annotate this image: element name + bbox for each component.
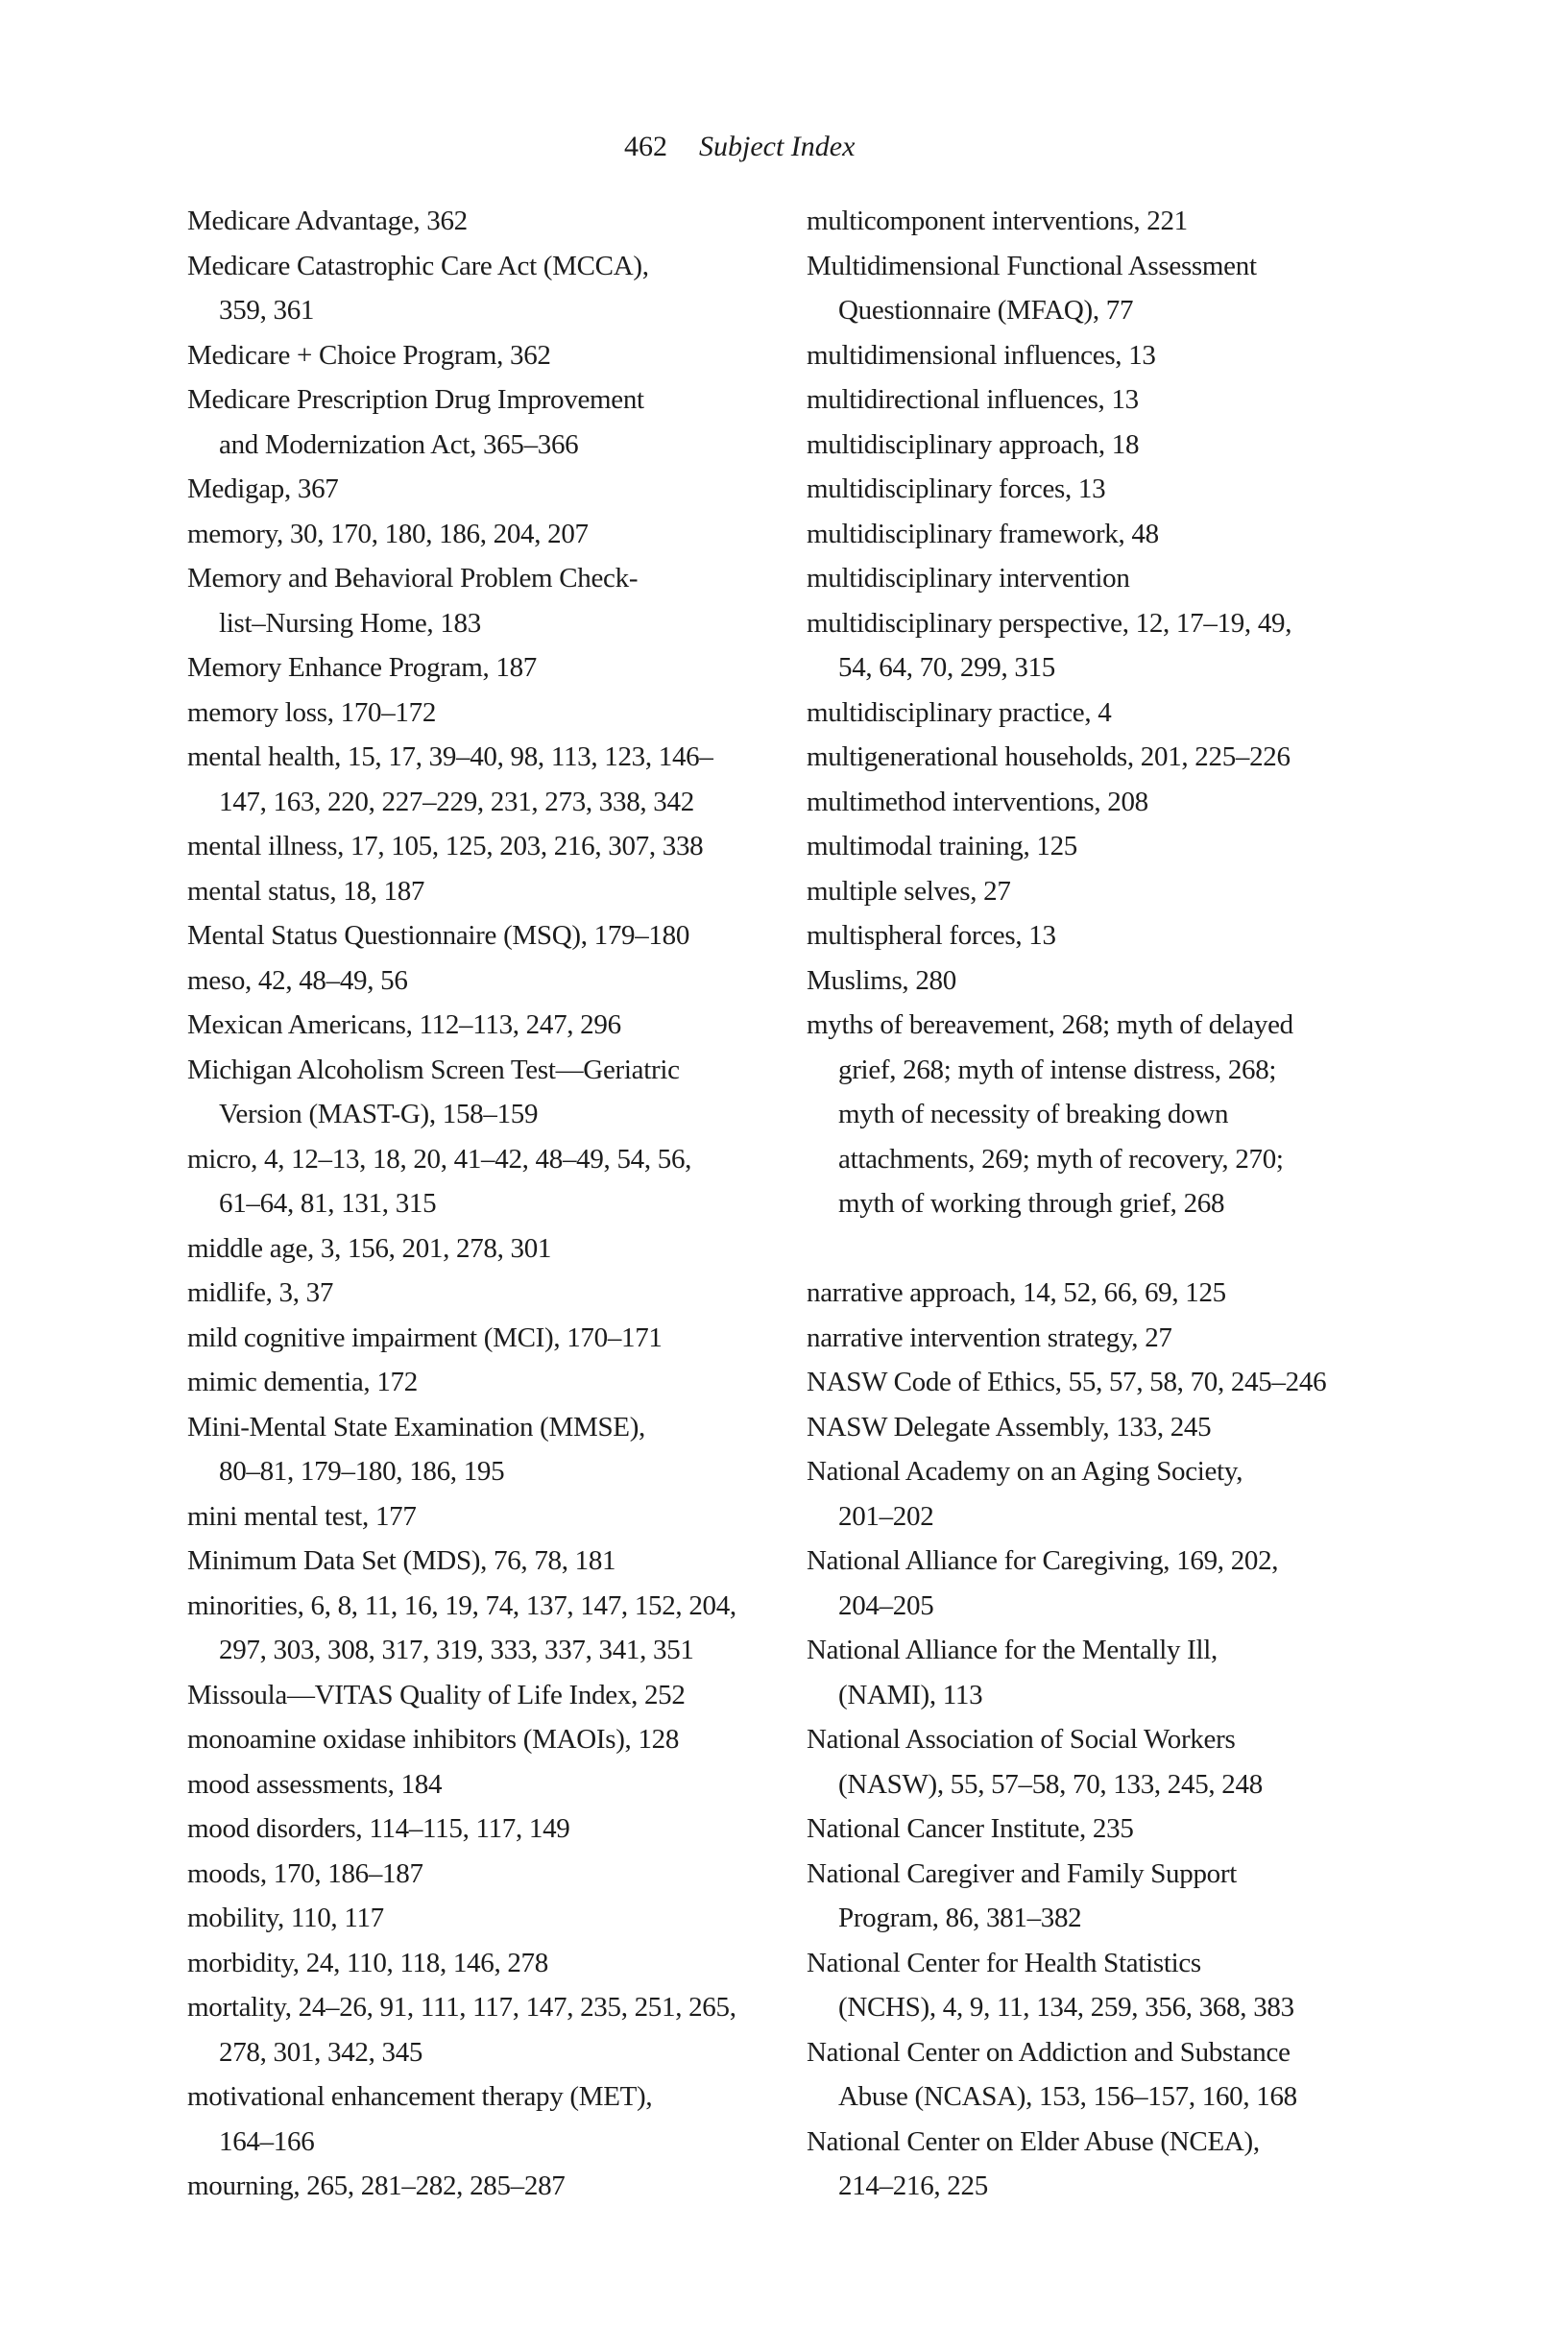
index-line: list–Nursing Home, 183 [219, 607, 481, 639]
index-line: moods, 170, 186–187 [187, 1857, 423, 1889]
index-line: Questionnaire (MFAQ), 77 [838, 295, 1134, 326]
index-line: Medicare + Choice Program, 362 [187, 339, 551, 371]
index-line-blank [807, 1226, 1326, 1272]
index-line: and Modernization Act, 365–366 [219, 428, 579, 460]
index-line: multidisciplinary forces, 13 [807, 473, 1106, 504]
index-line: multidisciplinary practice, 4 [807, 696, 1112, 728]
index-line: myth of necessity of breaking down [838, 1099, 1229, 1129]
index-line: micro, 4, 12–13, 18, 20, 41–42, 48–49, 54, 56, [187, 1143, 692, 1175]
index-line: mental health, 15, 17, 39–40, 98, 113, 123, 146– [187, 741, 713, 772]
index-line: mental status, 18, 187 [187, 875, 425, 907]
index-line: memory, 30, 170, 180, 186, 204, 207 [187, 518, 589, 549]
index-line: Memory Enhance Program, 187 [187, 652, 537, 683]
index-line: Abuse (NCASA), 153, 156–157, 160, 168 [838, 2081, 1297, 2112]
index-line: multidirectional influences, 13 [807, 384, 1139, 415]
index-column-left [187, 199, 736, 2209]
index-line: (NAMI), 113 [838, 1679, 983, 1710]
index-line: 61–64, 81, 131, 315 [219, 1188, 437, 1219]
index-line: Medigap, 367 [187, 473, 339, 504]
index-line: motivational enhancement therapy (MET), [187, 2081, 653, 2112]
index-line: mobility, 110, 117 [187, 1903, 384, 1933]
index-line: multimethod interventions, 208 [807, 786, 1148, 817]
index-line: Michigan Alcoholism Screen Test—Geriatric [187, 1054, 680, 1085]
index-line: Muslims, 280 [807, 964, 956, 996]
index-line: attachments, 269; myth of recovery, 270; [838, 1143, 1284, 1175]
index-line: grief, 268; myth of intense distress, 268; [838, 1054, 1277, 1085]
index-line: Version (MAST-G), 158–159 [219, 1099, 539, 1129]
index-line: 80–81, 179–180, 186, 195 [219, 1456, 505, 1487]
index-line: monoamine oxidase inhibitors (MAOIs), 128 [187, 1724, 680, 1755]
index-line: multidisciplinary approach, 18 [807, 428, 1140, 460]
index-line: Medicare Prescription Drug Improvement [187, 384, 644, 415]
index-line: 201–202 [838, 1500, 934, 1532]
index-line: National Alliance for the Mentally Ill, [807, 1635, 1218, 1665]
index-line: meso, 42, 48–49, 56 [187, 964, 408, 996]
index-line: Missoula—VITAS Quality of Life Index, 252 [187, 1679, 686, 1710]
index-line: National Center on Elder Abuse (NCEA), [807, 2125, 1260, 2157]
index-line: 204–205 [838, 1589, 934, 1621]
index-column-right [807, 199, 1326, 2209]
index-line: multigenerational households, 201, 225–226 [807, 741, 1291, 772]
index-line: mental illness, 17, 105, 125, 203, 216, 307, 338 [187, 831, 704, 861]
index-line: multimodal training, 125 [807, 831, 1077, 861]
index-line: myth of working through grief, 268 [838, 1188, 1225, 1219]
index-line: multidimensional influences, 13 [807, 339, 1156, 371]
index-line: mini mental test, 177 [187, 1500, 417, 1532]
index-line: Program, 86, 381–382 [838, 1903, 1082, 1933]
index-line: morbidity, 24, 110, 118, 146, 278 [187, 1947, 548, 1978]
index-line: mood disorders, 114–115, 117, 149 [187, 1813, 570, 1844]
page-number: 462 [624, 131, 667, 162]
index-line: multidisciplinary intervention [807, 563, 1130, 594]
index-line: multispheral forces, 13 [807, 920, 1056, 951]
index-line: NASW Delegate Assembly, 133, 245 [807, 1411, 1212, 1443]
index-line: midlife, 3, 37 [187, 1277, 334, 1308]
index-line: Mini-Mental State Examination (MMSE), [187, 1411, 646, 1443]
index-line: National Caregiver and Family Support [807, 1857, 1237, 1889]
index-line: Multidimensional Functional Assessment [807, 250, 1257, 281]
index-line: 359, 361 [219, 295, 315, 326]
page-header [624, 131, 855, 163]
index-line: Medicare Advantage, 362 [187, 206, 468, 236]
index-line: multicomponent interventions, 221 [807, 206, 1188, 236]
index-line: (NCHS), 4, 9, 11, 134, 259, 356, 368, 383 [838, 1992, 1294, 2023]
index-line: 297, 303, 308, 317, 319, 333, 337, 341, 351 [219, 1635, 694, 1665]
index-line: 278, 301, 342, 345 [219, 2036, 423, 2068]
index-line: multiple selves, 27 [807, 875, 1011, 907]
index-line: narrative intervention strategy, 27 [807, 1321, 1172, 1353]
index-line: NASW Code of Ethics, 55, 57, 58, 70, 245–246 [807, 1367, 1327, 1397]
index-line: narrative approach, 14, 52, 66, 69, 125 [807, 1277, 1226, 1308]
index-line: 54, 64, 70, 299, 315 [838, 652, 1056, 683]
index-line: 147, 163, 220, 227–229, 231, 273, 338, 342 [219, 786, 694, 817]
index-line: memory loss, 170–172 [187, 696, 437, 728]
index-line: Memory and Behavioral Problem Check- [187, 563, 639, 594]
index-line: minorities, 6, 8, 11, 16, 19, 74, 137, 147, 152, 204, [187, 1589, 736, 1621]
index-line: middle age, 3, 156, 201, 278, 301 [187, 1232, 552, 1264]
index-line: 214–216, 225 [838, 2170, 988, 2201]
index-line: Mexican Americans, 112–113, 247, 296 [187, 1009, 621, 1040]
index-line: mood assessments, 184 [187, 1768, 443, 1800]
index-line: mimic dementia, 172 [187, 1367, 418, 1397]
index-line: National Center on Addiction and Substance [807, 2036, 1291, 2068]
index-line: Medicare Catastrophic Care Act (MCCA), [187, 250, 649, 281]
index-line: 164–166 [219, 2125, 315, 2157]
index-line: multidisciplinary framework, 48 [807, 518, 1159, 549]
section-title: Subject Index [699, 131, 856, 162]
index-line: (NASW), 55, 57–58, 70, 133, 245, 248 [838, 1768, 1263, 1800]
index-line: National Center for Health Statistics [807, 1947, 1201, 1978]
index-line: mortality, 24–26, 91, 111, 117, 147, 235, 251, 265, [187, 1992, 736, 2023]
index-line: mourning, 265, 281–282, 285–287 [187, 2170, 566, 2201]
index-line: National Academy on an Aging Society, [807, 1456, 1243, 1487]
index-line: myths of bereavement, 268; myth of delayed [807, 1009, 1293, 1040]
index-line: mild cognitive impairment (MCI), 170–171 [187, 1321, 663, 1353]
index-line: National Association of Social Workers [807, 1724, 1236, 1755]
index-line: National Alliance for Caregiving, 169, 202, [807, 1545, 1279, 1576]
index-line: Mental Status Questionnaire (MSQ), 179–180 [187, 920, 690, 951]
index-line: multidisciplinary perspective, 12, 17–19, 49, [807, 607, 1292, 639]
index-line: National Cancer Institute, 235 [807, 1813, 1134, 1844]
index-line: Minimum Data Set (MDS), 76, 78, 181 [187, 1545, 616, 1576]
